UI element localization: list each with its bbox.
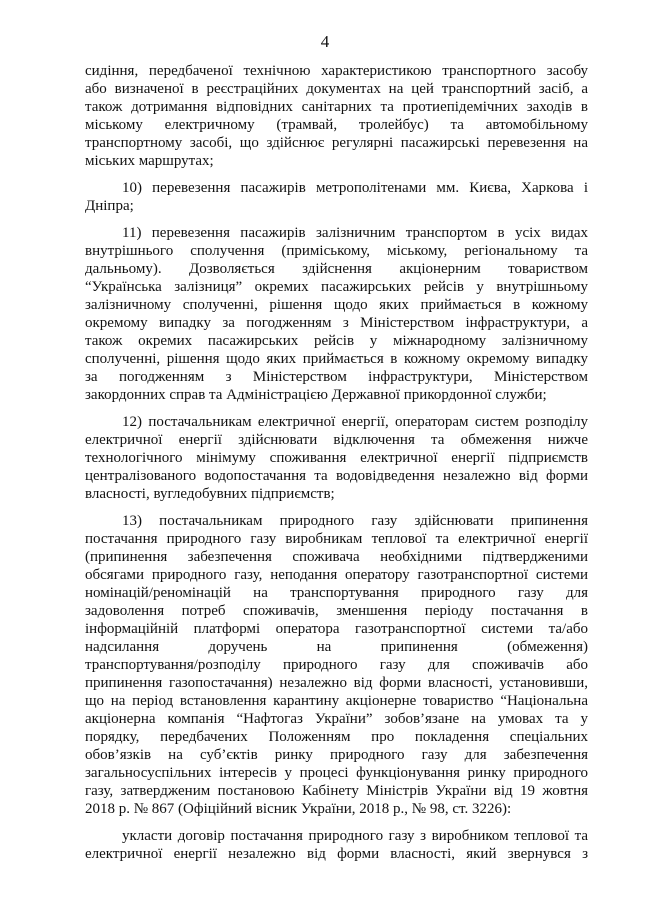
text-line: постачання природного газу виробникам теплової та електричної енергії [85,531,588,547]
text-line: сполученні, рішення щодо яких приймається в кожному окремому випадку [85,351,588,367]
text-line: централізованого водопостачання та водовідведення незалежно від форми [85,468,588,484]
text-line: “Українська залізниця” окремих пасажирських рейсів у внутрішньому [85,279,588,295]
text-line: інформаційній платформі оператора газотранспортної системи та/або [85,621,588,637]
text-line: загальносуспільних інтересів у процесі функціонування ринку природного [85,765,588,781]
text-line: укласти договір постачання природного газу з виробником теплової та [122,828,588,844]
text-line: 13) постачальникам природного газу здійснювати припинення [122,513,588,529]
text-line: (припинення забезпечення споживача необхідними підтвердженими [85,549,588,565]
page-number: 4 [320,32,330,51]
paragraph-item-12 [85,413,588,503]
text-line: номінацій/реномінацій на транспортування природного газу для [85,585,588,601]
paragraph-item-13 [85,512,588,818]
text-line: власності, вугледобувних підприємств; [85,486,335,502]
text-line: електричної енергії здійснювати відключення та обмеження нижче [85,432,588,448]
text-line: залізничному сполученні, рішення щодо яких приймається в кожному [85,297,588,313]
text-line: акціонерна компанія “Нафтогаз України” зобов’язане на умовах та у [85,711,588,727]
text-line: транспортному засобі, що здійснює регулярні пасажирські перевезення на [85,135,588,151]
text-line: 11) перевезення пасажирів залізничним транспортом в усіх видах [122,225,588,241]
text-line: надсилання доручень на припинення (обмеження) [85,639,588,655]
text-line: сидіння, передбаченої технічною характеристикою транспортного засобу [85,63,588,79]
text-line: Дніпра; [85,198,134,214]
document-body [85,62,588,872]
paragraph-seating-continuation [85,62,588,170]
text-line: припинення газопостачання) незалежно від форми власності, установивши, [85,675,588,691]
text-line: транспортування/розподілу природного газу для споживачів або [85,657,588,673]
text-line: за погодженням з Міністерством інфраструктури, Міністерством [85,369,588,385]
text-line: що на період встановлення карантину акціонерне товариство “Національна [85,693,588,709]
text-line: 10) перевезення пасажирів метрополітенами мм. Києва, Харкова і [122,180,588,196]
text-line: електричної енергії незалежно від форми власності, який звернувся з [85,846,588,862]
paragraph-contract-subclause [85,827,588,863]
text-line: або визначеної в реєстраційних документах на цей транспортний засіб, а [85,81,588,97]
text-line: внутрішнього сполучення (приміському, міському, регіональному та [85,243,588,259]
text-line: 12) постачальникам електричної енергії, операторам систем розподілу [122,414,588,430]
text-line: міських маршрутах; [85,153,214,169]
text-line: також окремих пасажирських рейсів у міжнародному залізничному [85,333,588,349]
text-line: окремому випадку за погодженням з Міністерством інфраструктури, а [85,315,588,331]
text-line: обсягами природного газу, неподання оператору газотранспортної системи [85,567,588,583]
text-line: задоволення потреб споживачів, зменшення періоду постачання в [85,603,588,619]
text-line: закордонних справ та Адміністрацією Державної прикордонної служби; [85,387,547,403]
paragraph-item-10 [85,179,588,215]
text-line: 2018 р. № 867 (Офіційний вісник України, 2018 р., № 98, ст. 3226): [85,801,512,817]
text-line: обов’язків на суб’єктів ринку природного газу для забезпечення [85,747,588,763]
text-line: дальньому). Дозволяється здійснення акціонерним товариством [85,261,588,277]
text-line: технологічного мінімуму споживання електричної енергії підприємств [85,450,588,466]
text-line: газу, затвердженим постановою Кабінету Міністрів України від 19 жовтня [85,783,588,799]
paragraph-item-11 [85,224,588,404]
text-line: міському електричному (трамвай, тролейбус) та автомобільному [85,117,588,133]
text-line: також дотримання відповідних санітарних та протиепідемічних заходів в [85,99,588,115]
text-line: порядку, передбачених Положенням про покладення спеціальних [85,729,588,745]
